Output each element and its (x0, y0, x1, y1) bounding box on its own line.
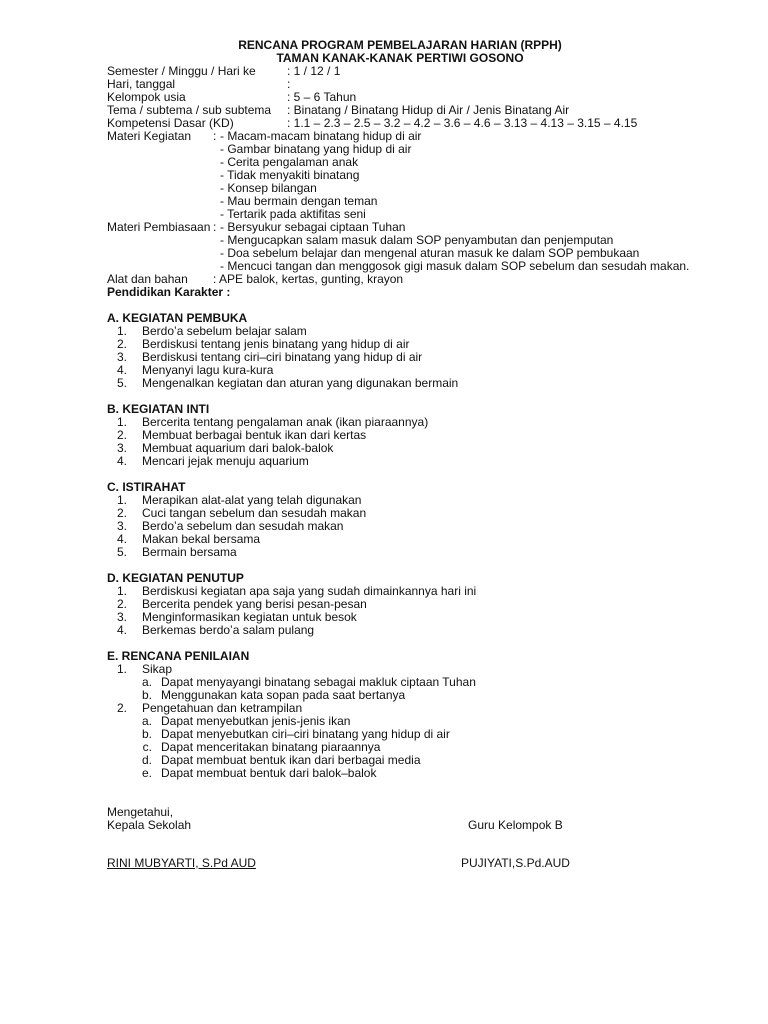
item-text: Menginformasikan kegiatan untuk besok (142, 610, 357, 624)
list-item (107, 546, 707, 559)
sub-text: Dapat membuat bentuk dari balok–balok (161, 766, 377, 780)
item-number: 4. (116, 623, 127, 637)
item-number: 4. (116, 532, 127, 546)
item-text: Berdiskusi tentang ciri–ciri binatang yang hidup di air (142, 350, 423, 364)
materi-item: - Macam-macam binatang hidup di air (220, 129, 422, 143)
alat-bahan-label: Alat dan bahan (107, 272, 188, 286)
item-number: 1. (116, 662, 127, 676)
item-text: Berkemas berdo’a salam pulang (142, 623, 315, 637)
info-row (107, 78, 707, 91)
sub-letter: b. (141, 688, 152, 702)
sub-letter: d. (141, 753, 152, 767)
item-number: 2. (116, 506, 127, 520)
sub-text: Dapat membuat bentuk ikan dari berbagai media (161, 753, 421, 767)
item-number: 5. (116, 545, 127, 559)
info-label: Kelompok usia (107, 90, 186, 104)
sub-letter: a. (141, 714, 152, 728)
materi-item: - Konsep bilangan (220, 181, 317, 195)
materi-item: - Mengucapkan salam masuk dalam SOP penyambutan dan penjemputan (220, 233, 614, 247)
sub-text: Dapat menceritakan binatang piaraannya (161, 740, 381, 754)
info-value: : (287, 77, 291, 91)
item-text: Merapikan alat-alat yang telah digunakan (142, 493, 362, 507)
sub-text: Dapat menyebutkan jenis-jenis ikan (161, 714, 351, 728)
activity-sections (107, 299, 707, 637)
section-heading: B. KEGIATAN INTI (107, 402, 210, 416)
info-label: Tema / subtema / sub subtema (107, 103, 272, 117)
item-text: Menyanyi lagu kura-kura (142, 363, 274, 377)
item-number: 1. (116, 584, 127, 598)
materi-pembiasaan-list (220, 221, 689, 273)
sub-letter: e. (141, 766, 152, 780)
document-title (0, 39, 768, 65)
item-number: 2. (116, 701, 127, 715)
title-line-1: RENCANA PROGRAM PEMBELAJARAN HARIAN (RPPH) (238, 38, 562, 52)
item-text: Membuat aquarium dari balok-balok (142, 441, 334, 455)
section-heading: E. RENCANA PENILAIAN (107, 649, 250, 663)
item-number: 3. (116, 441, 127, 455)
item-text: Berdiskusi kegiatan apa saja yang sudah dimainkannya hari ini (142, 584, 477, 598)
item-text: Bermain bersama (142, 545, 237, 559)
item-text: Bercerita pendek yang berisi pesan-pesan (142, 597, 367, 611)
info-block (107, 65, 707, 130)
item-number: 3. (116, 350, 127, 364)
kepala-sekolah-name: RINI MUBYARTI, S.Pd AUD (107, 856, 256, 870)
info-row (107, 65, 707, 78)
item-text: Membuat berbagai bentuk ikan dari kertas (142, 428, 367, 442)
sub-letter: a. (141, 675, 152, 689)
item-number: 1. (116, 324, 127, 338)
section-heading: D. KEGIATAN PENUTUP (107, 571, 244, 585)
materi-pembiasaan (107, 221, 707, 273)
materi-item: - Doa sebelum belajar dan mengenal aturan masuk ke dalam SOP pembukaan (220, 246, 640, 260)
item-number: 2. (116, 428, 127, 442)
item-number: 1. (116, 415, 127, 429)
item-number: 2. (116, 597, 127, 611)
info-value: : Binatang / Binatang Hidup di Air / Jenis Binatang Air (287, 103, 570, 117)
item-number: 5. (116, 376, 127, 390)
item-text: Berdiskusi tentang jenis binatang yang hidup di air (142, 337, 410, 351)
materi-kegiatan-list (220, 130, 421, 221)
item-number: 4. (116, 454, 127, 468)
list-item (107, 624, 707, 637)
penilaian-section (107, 650, 707, 780)
materi-item: - Bersyukur sebagai ciptaan Tuhan (220, 220, 406, 234)
item-text: Berdo’a sebelum belajar salam (142, 324, 307, 338)
materi-pembiasaan-label: Materi Pembiasaan (107, 220, 211, 234)
item-number: 3. (116, 519, 127, 533)
item-text: Mencari jejak menuju aquarium (142, 454, 309, 468)
sub-letter: b. (141, 727, 152, 741)
sub-item (107, 767, 707, 780)
item-number: 1. (116, 493, 127, 507)
pendidikan-karakter: Pendidikan Karakter : (107, 285, 231, 299)
alat-bahan-value: : APE balok, kertas, gunting, krayon (213, 272, 404, 286)
info-label: Semester / Minggu / Hari ke (107, 64, 256, 78)
sub-text: Menggunakan kata sopan pada saat bertanya (161, 688, 406, 702)
materi-item: - Mau bermain dengan teman (220, 194, 378, 208)
sub-text: Dapat menyebutkan ciri–ciri binatang yang hidup di air (161, 727, 450, 741)
guru-kelompok-title: Guru Kelompok B (468, 818, 563, 832)
info-value: : 1.1 – 2.3 – 2.5 – 3.2 – 4.2 – 3.6 – 4.6 – 3.13 – 4.13 – 3.15 – 4.15 (287, 116, 638, 130)
item-text: Pengetahuan dan ketrampilan (142, 701, 303, 715)
item-text: Cuci tangan sebelum dan sesudah makan (142, 506, 367, 520)
item-text: Mengenalkan kegiatan dan aturan yang digunakan bermain (142, 376, 459, 390)
materi-item: - Cerita pengalaman anak (220, 155, 359, 169)
kepala-sekolah-title: Kepala Sekolah (107, 818, 192, 832)
section-heading: C. ISTIRAHAT (107, 480, 186, 494)
list-item (107, 455, 707, 468)
materi-kegiatan-label: Materi Kegiatan (107, 129, 192, 143)
item-number: 2. (116, 337, 127, 351)
item-text: Makan bekal bersama (142, 532, 261, 546)
item-number: 4. (116, 363, 127, 377)
item-text: Sikap (142, 662, 173, 676)
mengetahui-text: Mengetahui, (107, 805, 174, 819)
materi-kegiatan-sep: : (213, 129, 217, 143)
info-value: : 5 – 6 Tahun (287, 90, 357, 104)
item-number: 3. (116, 610, 127, 624)
document-page (107, 39, 707, 870)
materi-item: - Tertarik pada aktifitas seni (220, 207, 366, 221)
materi-item: - Gambar binatang yang hidup di air (220, 142, 412, 156)
guru-name: PUJIYATI,S.Pd.AUD (461, 856, 570, 870)
info-label: Hari, tanggal (107, 77, 176, 91)
materi-item: - Mencuci tangan dan menggosok gigi masuk dalam SOP sebelum dan sesudah makan. (220, 259, 690, 273)
materi-pembiasaan-sep: : (213, 220, 217, 234)
info-label: Kompetensi Dasar (KD) (107, 116, 234, 130)
info-value: : 1 / 12 / 1 (287, 64, 341, 78)
materi-kegiatan (107, 130, 707, 221)
list-item (107, 377, 707, 390)
title-line-2: TAMAN KANAK-KANAK PERTIWI GOSONO (276, 51, 524, 65)
item-text: Bercerita tentang pengalaman anak (ikan piaraannya) (142, 415, 429, 429)
materi-item: - Tidak menyakiti binatang (220, 168, 360, 182)
section-heading: A. KEGIATAN PEMBUKA (107, 311, 248, 325)
item-text: Berdo’a sebelum dan sesudah makan (142, 519, 344, 533)
sub-text: Dapat menyayangi binatang sebagai makluk ciptaan Tuhan (161, 675, 476, 689)
sub-letter: c. (142, 740, 152, 754)
